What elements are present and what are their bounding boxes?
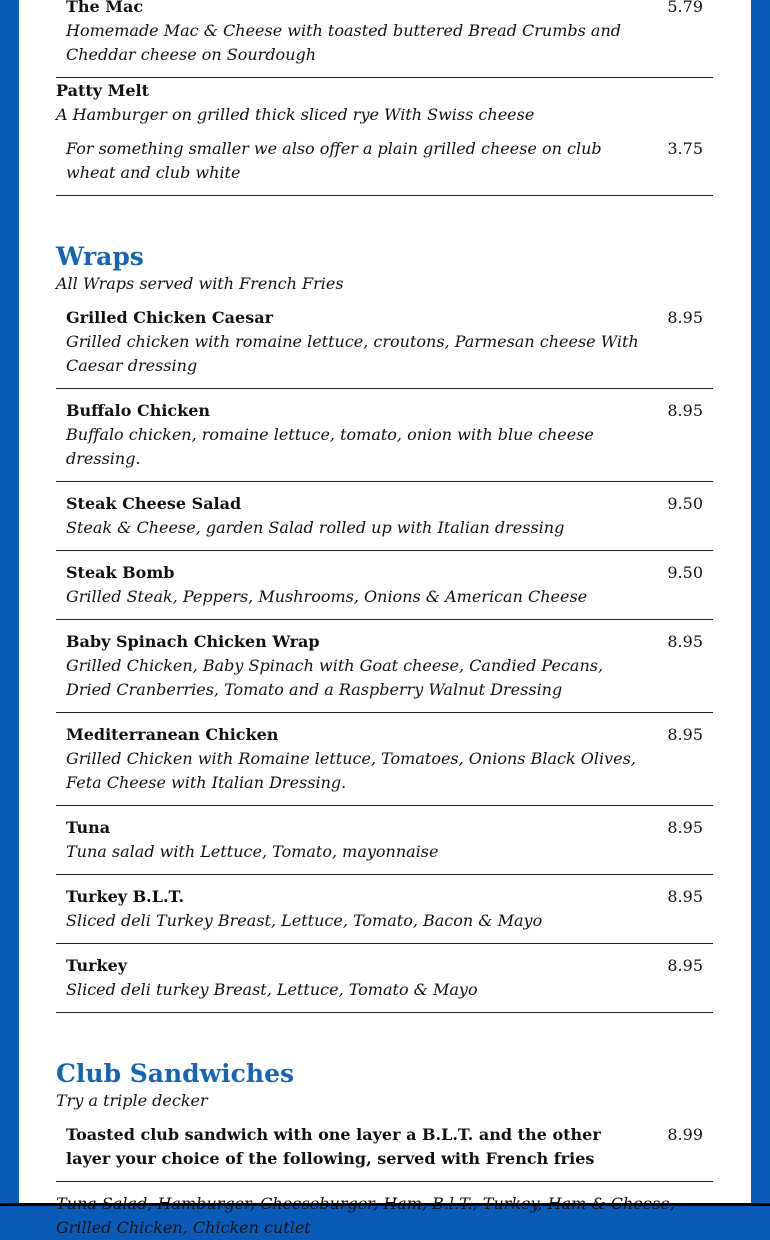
- item-price: 8.95: [667, 725, 703, 744]
- menu-page: [19, 0, 751, 1237]
- menu-item-patty-melt: [56, 78, 713, 127]
- item-price: 8.99: [667, 1125, 703, 1144]
- item-name: Steak Bomb: [66, 563, 175, 582]
- section-title: Wraps: [56, 242, 144, 271]
- section-subtitle: Try a triple decker: [56, 1091, 208, 1110]
- item-name: Buffalo Chicken: [66, 401, 211, 420]
- item-description: A Hamburger on grilled thick sliced rye With Swiss cheese: [56, 105, 535, 124]
- menu-item-wrap: [56, 713, 713, 806]
- menu-item-the-mac: [56, 0, 713, 78]
- item-description: For something smaller we also offer a plain grilled cheese on club wheat and club white: [66, 139, 602, 182]
- item-description: Tuna salad with Lettuce, Tomato, mayonnaise: [66, 842, 439, 861]
- item-price: 8.95: [667, 887, 703, 906]
- item-name: Mediterranean Chicken: [66, 725, 279, 744]
- item-price: 8.95: [667, 818, 703, 837]
- item-name: The Mac: [66, 0, 144, 16]
- item-price: 8.95: [667, 308, 703, 327]
- section-wraps: [56, 242, 713, 1013]
- item-description: Sliced deli Turkey Breast, Lettuce, Tomato, Bacon & Mayo: [66, 911, 543, 930]
- item-description: Grilled chicken with romaine lettuce, croutons, Parmesan cheese With Caesar dressing: [66, 332, 639, 375]
- menu-item-grilled-cheese: [56, 137, 713, 196]
- menu-item-wrap: [56, 389, 713, 482]
- wraps-list: [56, 296, 713, 1013]
- menu-item-wrap: [56, 551, 713, 620]
- item-price: 9.50: [667, 494, 703, 513]
- item-description: Buffalo chicken, romaine lettuce, tomato, onion with blue cheese dressing.: [66, 425, 594, 468]
- item-name: Baby Spinach Chicken Wrap: [66, 632, 320, 651]
- item-price: 8.95: [667, 956, 703, 975]
- item-price: 3.75: [667, 139, 703, 158]
- item-description: Sliced deli turkey Breast, Lettuce, Tomato & Mayo: [66, 980, 478, 999]
- item-price: 8.95: [667, 401, 703, 420]
- menu-item-wrap: [56, 944, 713, 1013]
- item-price: 5.79: [667, 0, 703, 16]
- item-name: Tuna: [66, 818, 111, 837]
- club-options: Grilled Chicken, Chicken cutlet: [56, 1218, 311, 1237]
- menu-item-wrap: [56, 806, 713, 875]
- menu-content: [56, 0, 713, 1240]
- menu-item-wrap: [56, 482, 713, 551]
- section-club-sandwiches: [56, 1059, 713, 1240]
- menu-item-wrap: [56, 296, 713, 389]
- item-description: Toasted club sandwich with one layer a B.L.T. and the other layer your choice of the following, served with French fries: [66, 1125, 601, 1168]
- item-name: Turkey B.L.T.: [66, 887, 184, 906]
- item-name: Patty Melt: [56, 81, 149, 100]
- item-price: 9.50: [667, 563, 703, 582]
- menu-item-club-sandwich: [56, 1123, 713, 1182]
- item-description: Grilled Chicken with Romaine lettuce, Tomatoes, Onions Black Olives, Feta Cheese with Italian Dressing.: [66, 749, 636, 792]
- section-subtitle: All Wraps served with French Fries: [56, 274, 344, 293]
- item-name: Turkey: [66, 956, 128, 975]
- menu-item-wrap: [56, 620, 713, 713]
- item-price: 8.95: [667, 632, 703, 651]
- item-description: Homemade Mac & Cheese with toasted buttered Bread Crumbs and Cheddar cheese on Sourdough: [66, 21, 622, 64]
- item-description: Grilled Chicken, Baby Spinach with Goat cheese, Candied Pecans, Dried Cranberries, Tomato and a Raspberry Walnut Dressing: [66, 656, 604, 699]
- page-bottom-border: [0, 1203, 770, 1206]
- item-name: Grilled Chicken Caesar: [66, 308, 274, 327]
- item-description: Steak & Cheese, garden Salad rolled up with Italian dressing: [66, 518, 565, 537]
- menu-item-wrap: [56, 875, 713, 944]
- section-title: Club Sandwiches: [56, 1059, 295, 1088]
- item-name: Steak Cheese Salad: [66, 494, 242, 513]
- item-description: Grilled Steak, Peppers, Mushrooms, Onions & American Cheese: [66, 587, 588, 606]
